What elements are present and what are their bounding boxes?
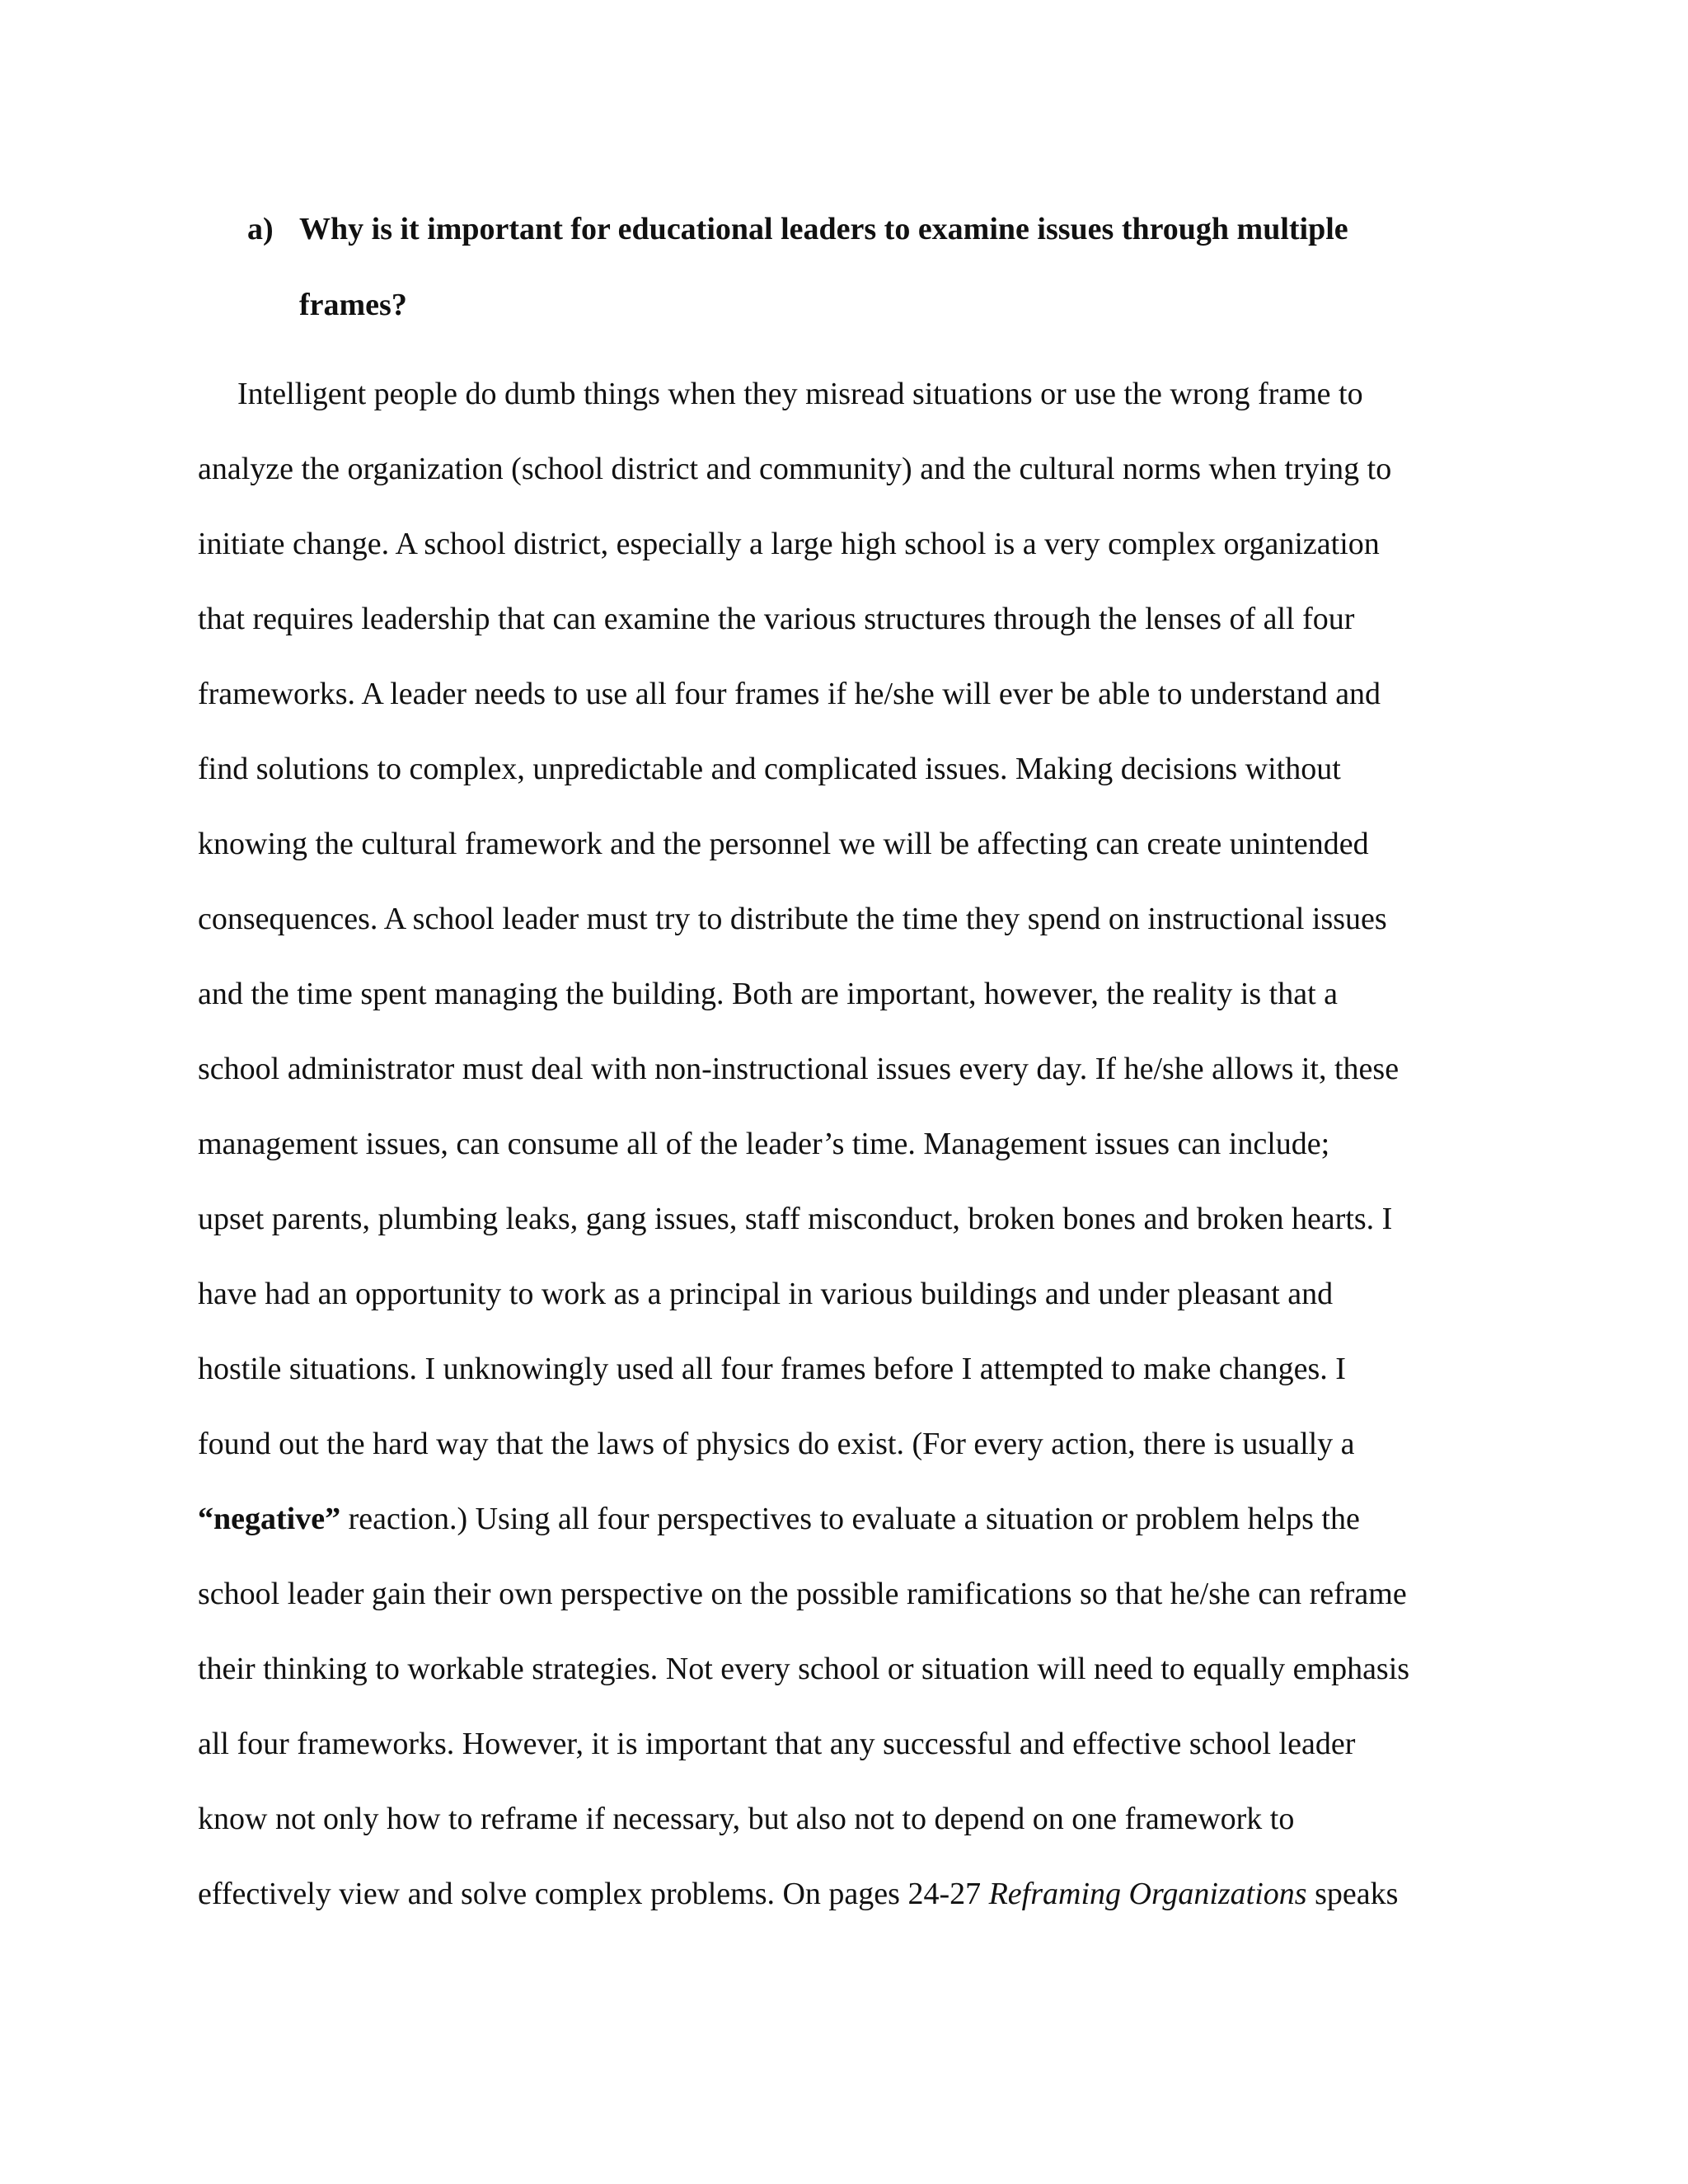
paragraph-line: school leader gain their own perspective on the possible ramifications so that he/she can reframe bbox=[198, 1577, 1407, 1611]
paragraph-line: all four frameworks. However, it is important that any successful and effective school leader bbox=[198, 1727, 1356, 1761]
line-text: speaks bbox=[1306, 1877, 1399, 1911]
paragraph-line: and the time spent managing the building. Both are important, however, the reality is that a bbox=[198, 977, 1339, 1011]
paragraph-line bbox=[198, 1876, 1398, 1912]
paragraph-line: that requires leadership that can examine the various structures through the lenses of all four bbox=[198, 602, 1355, 636]
question-marker: a) bbox=[247, 212, 274, 246]
paragraph-line: knowing the cultural framework and the personnel we will be affecting can create unintended bbox=[198, 827, 1369, 861]
paragraph-line: management issues, can consume all of the leader’s time. Management issues can include; bbox=[198, 1127, 1330, 1161]
paragraph-line: initiate change. A school district, especially a large high school is a very complex organization bbox=[198, 527, 1380, 561]
paragraph-line: find solutions to complex, unpredictable and complicated issues. Making decisions without bbox=[198, 752, 1341, 786]
paragraph-line: upset parents, plumbing leaks, gang issues, staff misconduct, broken bones and broken hearts. I bbox=[198, 1202, 1393, 1236]
line-text: reaction.) Using all four perspectives to evaluate a situation or problem helps the bbox=[340, 1502, 1360, 1536]
paragraph-line: consequences. A school leader must try to distribute the time they spend on instructional issues bbox=[198, 902, 1387, 936]
paragraph-line: have had an opportunity to work as a principal in various buildings and under pleasant and bbox=[198, 1277, 1334, 1311]
emphasis-negative: “negative” bbox=[198, 1502, 341, 1536]
book-title: Reframing Organizations bbox=[988, 1877, 1307, 1911]
line-text: effectively view and solve complex problems. On pages 24-27 bbox=[198, 1877, 989, 1911]
paragraph-line: Intelligent people do dumb things when they misread situations or use the wrong frame to bbox=[237, 377, 1363, 411]
paragraph-line: analyze the organization (school district and community) and the cultural norms when trying to bbox=[198, 452, 1392, 486]
question-line: Why is it important for educational leaders to examine issues through multiple bbox=[299, 212, 1348, 246]
paragraph-line: found out the hard way that the laws of physics do exist. (For every action, there is usually a bbox=[198, 1427, 1355, 1461]
paragraph-line bbox=[198, 1501, 1360, 1537]
paragraph-line: know not only how to reframe if necessary, but also not to depend on one framework to bbox=[198, 1802, 1295, 1836]
paragraph-line: their thinking to workable strategies. Not every school or situation will need to equally emphasis bbox=[198, 1652, 1410, 1686]
paragraph-line: hostile situations. I unknowingly used all four frames before I attempted to make changes. I bbox=[198, 1352, 1346, 1386]
question-line: frames? bbox=[299, 288, 407, 322]
paragraph-line: frameworks. A leader needs to use all four frames if he/she will ever be able to understand and bbox=[198, 677, 1381, 711]
paragraph-line: school administrator must deal with non-instructional issues every day. If he/she allows it, these bbox=[198, 1052, 1400, 1086]
